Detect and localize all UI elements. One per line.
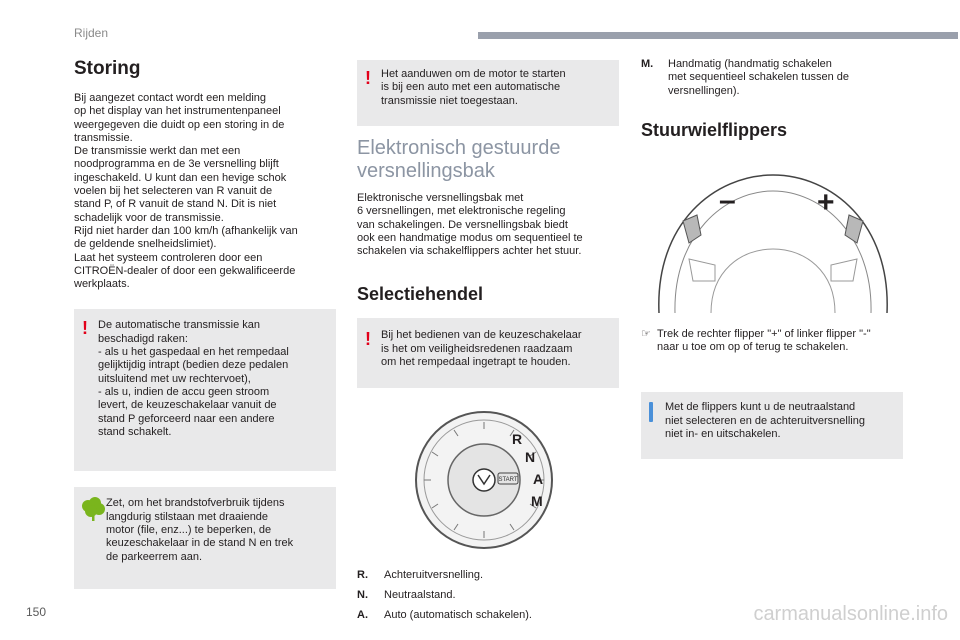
page-number: 150 [26, 605, 47, 619]
dial-letter-a: A [533, 471, 544, 488]
arrow-bullet-icon: ☞ [641, 327, 651, 340]
info-text: Met de flippers kunt u de neutraalstand niet selecteren en de achteruitversnelling niet in- en uitschakelen. [665, 401, 865, 441]
warning-icon: ! [365, 68, 371, 88]
legend-key: R. [357, 569, 368, 582]
warning-icon: ! [82, 318, 88, 339]
selector-title: Selectiehendel [357, 284, 484, 305]
instruction-text: Trek de rechter flipper "+" of linker flipper "-" naar u toe om op of terug te schakelen. [657, 327, 871, 354]
info-icon [649, 402, 653, 422]
paddles-title: Stuurwielflippers [641, 119, 788, 140]
warning-box-push [357, 60, 619, 126]
paddles-instruction [641, 328, 903, 355]
warning-push-text: Het aanduwen om de motor te starten is bij een auto met een automatische transmissie niet toegestaan. [381, 68, 566, 107]
header-bar [478, 32, 958, 39]
dial-letter-r: R [512, 431, 523, 448]
minus-label: – [719, 183, 736, 217]
eco-tip-box [74, 487, 336, 589]
gear-selector-dial [412, 405, 562, 555]
manual-mode-item [641, 58, 903, 98]
eco-tip-text: Zet, om het brandstofverbruik tijdens langdurig stilstaan met draaiende motor (file, enz...) te beperken, de keuzeschakelaar in de stand N en trek de parkeerrem aan. [106, 497, 294, 563]
eco-leaf-icon [80, 497, 106, 521]
selector-legend [357, 569, 619, 622]
plus-label: + [817, 185, 835, 219]
warning-box-transmission [74, 309, 336, 471]
column-left [74, 58, 336, 589]
legend-item [357, 569, 619, 582]
manual-key: M. [641, 58, 654, 70]
legend-text: Neutraalstand. [384, 589, 456, 602]
legend-text: Achteruitversnelling. [384, 569, 484, 582]
warning-box-selector [357, 318, 619, 388]
electronic-title: Elektronisch gestuurde versnellingsbak [357, 137, 561, 182]
legend-key: N. [357, 589, 368, 602]
legend-key: A. [357, 609, 368, 622]
manual-text: Handmatig (handmatig schakelen met sequentieel schakelen tussen de versnellingen). [668, 58, 850, 97]
column-right [641, 58, 903, 459]
warning-text: De automatische transmissie kan beschadigd raken: - als u het gaspedaal en het rempedaal gelijktijdig intrapt (bedien deze pedalen uitsluitend met uw rechtervoet), - als u, indien de accu geen stroom levert, de keuzeschakelaar vanuit de stand P geforceerd naar een andere stand schakelt. [98, 319, 289, 438]
dial-letter-n: N [525, 449, 536, 466]
dial-letter-m: M [531, 493, 543, 510]
storing-body: Bij aangezet contact wordt een melding op het display van het instrumentenpaneel weergegeven die duidt op een storing in de transmissie. De transmissie werkt dan met een noodprogramma en de 3e versnelling blijft ingeschakeld. U kunt dan een hevige schok voelen bij het selecteren van R vanuit de stand P, of R vanuit de stand N. Dit is niet schadelijk voor de transmissie. Rijd niet harder dan 100 km/h (afhankelijk van de geldende snelheidslimiet). Laat het systeem controleren door een CITROËN-dealer of door een gekwalificeerde werkplaats. [74, 92, 298, 291]
electronic-body: Elektronische versnellingsbak met 6 versnellingen, met elektronische regeling van schakelingen. De versnellingsbak biedt ook een handmatige modus om sequentieel te schakelen via schakelflippers achter het stuur. [357, 192, 583, 258]
selector-warning-text: Bij het bedienen van de keuzeschakelaar is het om veiligheidsredenen raadzaam om het rempedaal ingetrapt te houden. [381, 329, 582, 369]
warning-icon: ! [365, 329, 371, 350]
info-box-paddles [641, 392, 903, 459]
dial-start-label: START [498, 477, 518, 484]
legend-item [357, 609, 619, 622]
watermark: carmanualsonline.info [753, 603, 948, 625]
storing-title: Storing [74, 58, 141, 79]
column-middle [357, 60, 619, 622]
section-label: Rijden [74, 26, 109, 40]
legend-text: Auto (automatisch schakelen). [384, 609, 532, 622]
legend-item [357, 589, 619, 602]
steering-wheel-illustration [645, 163, 901, 313]
